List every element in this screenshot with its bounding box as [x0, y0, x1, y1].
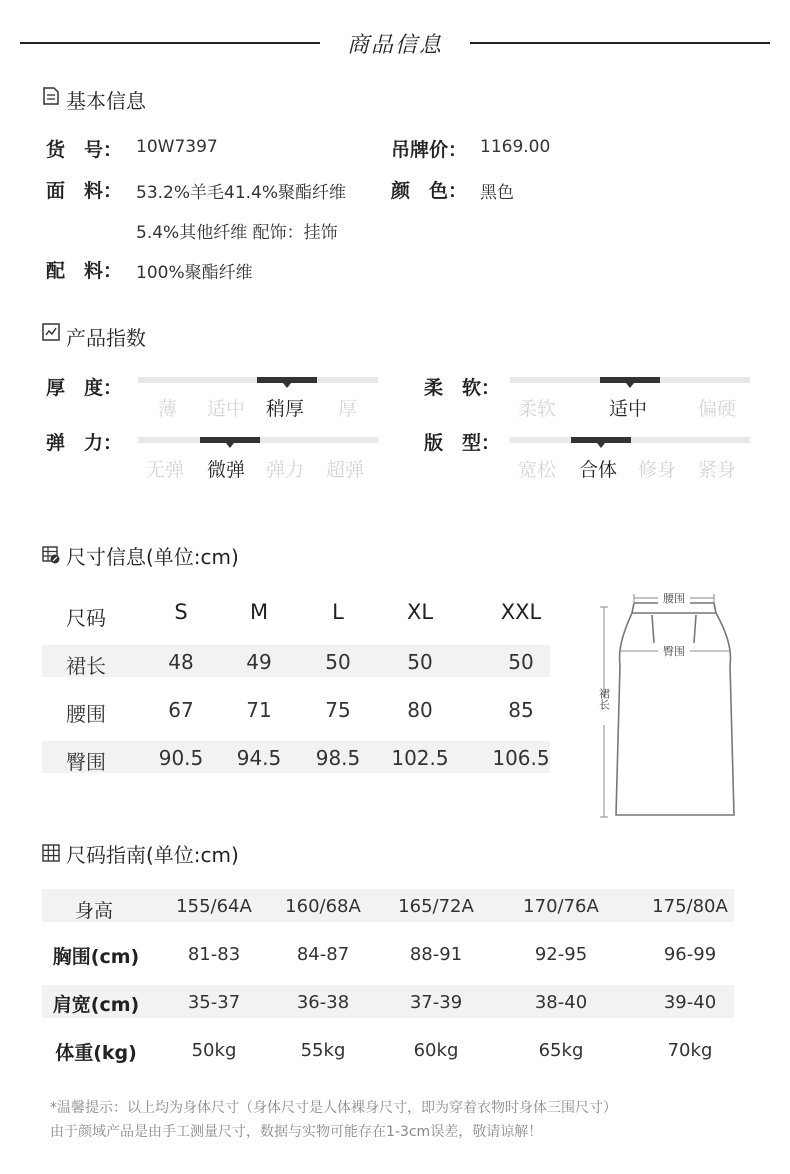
grid-table-icon [42, 844, 60, 862]
fit-option: 修身 [638, 459, 677, 481]
elasticity-option: 弹力 [266, 459, 305, 481]
waist-label: 腰围 [663, 592, 685, 605]
size-row-label: 腰围 [66, 702, 106, 726]
softness-marker [600, 377, 660, 383]
guide-cell: 88-91 [409, 944, 463, 965]
size-row-label: 裙长 [66, 654, 106, 678]
fit-label: 版 型： [424, 432, 501, 454]
basic-info-title: 基本信息 [66, 89, 146, 113]
lining-label: 配 料： [46, 260, 123, 282]
guide-row-label: 肩宽(cm) [52, 994, 140, 1016]
size-cell: 50 [508, 650, 534, 674]
skirt-outline [616, 603, 734, 815]
softness-option: 偏硬 [698, 398, 737, 420]
color-value: 黑色 [480, 183, 514, 203]
thickness-option: 适中 [207, 398, 246, 420]
guide-cell: 39-40 [663, 992, 717, 1013]
document-icon [42, 87, 60, 105]
thickness-option-selected: 稍厚 [266, 398, 305, 420]
size-row-label: 臀围 [66, 750, 106, 774]
fabric-extra-value: 5.4%其他纤维 配饰：挂饰 [136, 223, 338, 243]
item-number-label: 货 号： [46, 139, 123, 161]
thickness-marker [257, 377, 317, 383]
guide-cell: 160/68A [285, 896, 361, 917]
ruler-table-icon [42, 546, 60, 564]
size-cell: 49 [246, 650, 272, 674]
elasticity-option-selected: 微弹 [207, 459, 246, 481]
guide-cell: 155/64A [176, 896, 252, 917]
size-header-cell: XL [406, 600, 434, 624]
size-cell: 94.5 [236, 746, 282, 770]
size-cell: 102.5 [391, 746, 449, 770]
size-header-cell: S [174, 600, 188, 624]
size-header-cell: M [249, 600, 269, 624]
guide-cell: 36-38 [296, 992, 350, 1013]
fit-option-selected: 合体 [579, 459, 618, 481]
guide-cell: 92-95 [534, 944, 588, 965]
tag-price-value: 1169.00 [480, 137, 551, 157]
size-cell: 90.5 [158, 746, 204, 770]
size-cell: 98.5 [315, 746, 361, 770]
guide-cell: 65kg [538, 1040, 584, 1061]
size-header-cell: L [332, 600, 344, 624]
guide-cell: 84-87 [296, 944, 350, 965]
fabric-value: 53.2%羊毛41.4%聚酯纤维 [136, 183, 347, 203]
notice-text: 由于颜域产品是由手工测量尺寸，数据与实物可能存在1-3cm误差，敬请谅解！ [50, 1124, 543, 1140]
thickness-option: 薄 [158, 398, 178, 420]
elasticity-option: 无弹 [146, 459, 185, 481]
fit-option: 宽松 [518, 459, 557, 481]
chart-icon [42, 323, 60, 341]
size-cell: 50 [325, 650, 351, 674]
guide-row-label: 体重(kg) [55, 1042, 137, 1064]
product-index-title: 产品指数 [66, 326, 146, 350]
page-title: 商品信息 [346, 33, 443, 58]
softness-option: 柔软 [518, 398, 557, 420]
size-header-cell: XXL [500, 600, 542, 624]
softness-label: 柔 软： [424, 377, 501, 399]
item-number-value: 10W7397 [136, 137, 218, 157]
length-label: 裙长 [597, 688, 611, 710]
softness-option-selected: 适中 [609, 398, 648, 420]
size-cell: 85 [508, 698, 534, 722]
size-header-cell: 尺码 [66, 606, 106, 630]
elasticity-label: 弹 力： [46, 432, 123, 454]
guide-cell: 60kg [413, 1040, 459, 1061]
guide-row-label: 身高 [74, 900, 113, 922]
guide-cell: 165/72A [398, 896, 474, 917]
hip-label: 臀围 [663, 645, 685, 658]
elasticity-option: 超弹 [326, 459, 365, 481]
guide-cell: 81-83 [187, 944, 241, 965]
guide-cell: 35-37 [187, 992, 241, 1013]
size-cell: 75 [325, 698, 351, 722]
fabric-label: 面 料： [46, 180, 123, 202]
guide-cell: 70kg [667, 1040, 713, 1061]
size-cell: 71 [246, 698, 272, 722]
size-cell: 80 [407, 698, 433, 722]
guide-row-label: 胸围(cm) [52, 946, 140, 968]
guide-cell: 55kg [300, 1040, 346, 1061]
fit-option: 紧身 [698, 459, 737, 481]
size-info-title: 尺寸信息(单位:cm) [66, 545, 239, 569]
size-cell: 106.5 [492, 746, 550, 770]
header-rule-right [470, 42, 770, 44]
guide-cell: 38-40 [534, 992, 588, 1013]
notice-text: *温馨提示：以上均为身体尺寸（身体尺寸是人体裸身尺寸，即为穿着衣物时身体三围尺寸） [50, 1100, 617, 1116]
tag-price-label: 吊牌价： [391, 139, 468, 161]
size-cell: 48 [168, 650, 194, 674]
thickness-option: 厚 [338, 398, 358, 420]
size-cell: 50 [407, 650, 433, 674]
guide-cell: 96-99 [663, 944, 717, 965]
guide-cell: 50kg [191, 1040, 237, 1061]
skirt-diagram [592, 585, 752, 825]
guide-cell: 170/76A [523, 896, 599, 917]
thickness-label: 厚 度： [46, 377, 123, 399]
lining-value: 100%聚酯纤维 [136, 263, 253, 283]
size-guide-title: 尺码指南(单位:cm) [66, 843, 239, 867]
fit-marker [571, 437, 631, 443]
elasticity-marker [200, 437, 260, 443]
guide-cell: 37-39 [409, 992, 463, 1013]
size-cell: 67 [168, 698, 194, 722]
guide-cell: 175/80A [652, 896, 728, 917]
color-label: 颜 色： [391, 180, 468, 202]
